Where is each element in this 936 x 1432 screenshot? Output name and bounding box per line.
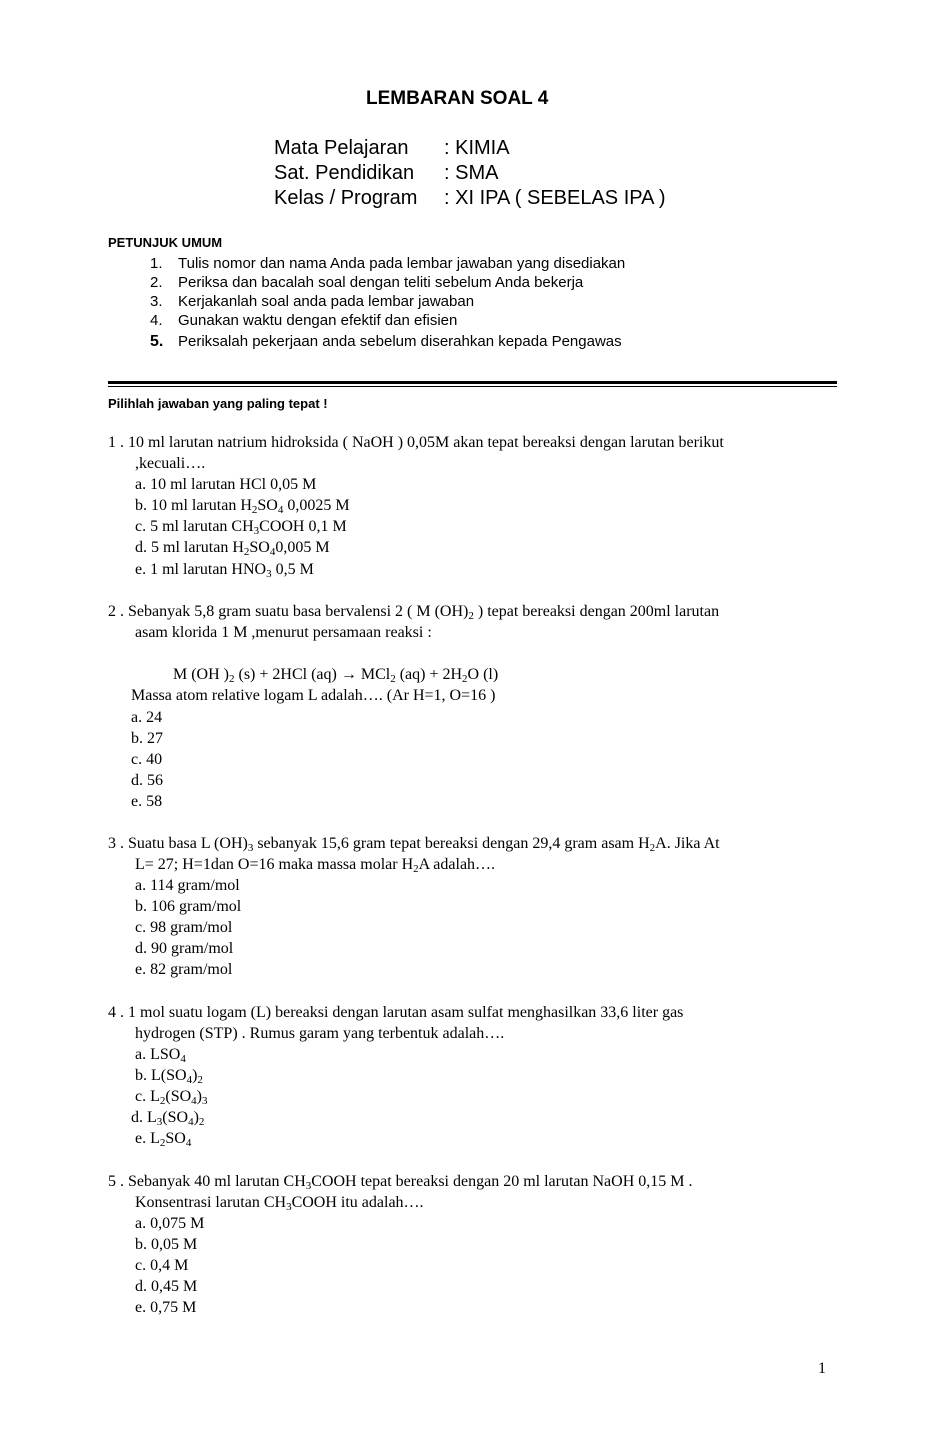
- question-3-text: 3 . Suatu basa L $(OH)_3$ sebanyak 15,6 gram tepat bereaksi dengan 29,4 gram asam $H_2A$. Jika At: [108, 835, 720, 854]
- question-4-option-e: e. $L_2SO_4$: [135, 1130, 192, 1149]
- question-2-option-e: e. 58: [131, 793, 163, 810]
- info-label: Kelas / Program: [274, 187, 418, 209]
- question-4-option-c: c. $L_2(SO_4)_3$: [135, 1088, 208, 1107]
- instruction-item: [150, 312, 457, 329]
- section-instruction: Pilihlah jawaban yang paling tepat !: [108, 396, 328, 411]
- question-3-text-cont: L= 27; H=1dan O=16 maka massa molar $H_2A$ adalah….: [135, 856, 496, 875]
- page-title: LEMBARAN SOAL 4: [366, 88, 549, 109]
- question-5-option-e: e. 0,75 M: [135, 1299, 197, 1316]
- question-2-equation: M (OH )$_2$ (s) + 2HCl (aq) → MCl$_2$ $(aq) + 2H_2O$ (l): [173, 666, 499, 685]
- instruction-item: [150, 274, 583, 291]
- instruction-text: Tulis nomor dan nama Anda pada lembar jawaban yang disediakan: [178, 255, 626, 272]
- question-1-option-c: c. 5 ml larutan $CH_3COOH$ 0,1 M: [135, 518, 347, 537]
- question-1-text-cont: ,kecuali….: [135, 455, 206, 472]
- instruction-text: Kerjakanlah soal anda pada lembar jawaban: [178, 293, 475, 310]
- question-3-option-d: d. 90 gram/mol: [135, 940, 234, 957]
- question-2-option-c: c. 40: [131, 751, 163, 768]
- question-5-text: 5 . Sebanyak 40 ml larutan $CH_3COOH$ tepat bereaksi dengan 20 ml larutan NaOH 0,15 M .: [108, 1173, 693, 1192]
- question-2-option-a: a. 24: [131, 709, 163, 726]
- question-5-option-c: c. 0,4 M: [135, 1257, 189, 1274]
- instruction-text: Periksa dan bacalah soal dengan teliti sebelum Anda bekerja: [178, 274, 584, 291]
- instructions-heading: PETUNJUK UMUM: [108, 235, 223, 250]
- instruction-item: [150, 293, 474, 310]
- question-3-option-b: b. 106 gram/mol: [135, 898, 242, 915]
- instruction-number: 1.: [150, 255, 163, 272]
- instruction-number: 4.: [150, 312, 163, 329]
- question-2-option-d: d. 56: [131, 772, 163, 789]
- info-row-subject: [274, 137, 510, 160]
- instruction-number: 3.: [150, 293, 163, 310]
- question-4-text-cont: hydrogen (STP) . Rumus garam yang terbentuk adalah….: [135, 1025, 505, 1042]
- question-5-option-d: d. 0,45 M: [135, 1278, 198, 1295]
- info-value: : SMA: [444, 162, 499, 184]
- info-value: : KIMIA: [444, 137, 510, 159]
- info-label: Sat. Pendidikan: [274, 162, 415, 184]
- question-1-option-b: b. 10 ml larutan $H_2SO_4$ 0,0025 M: [135, 497, 350, 516]
- divider-thin: [108, 386, 837, 387]
- question-2-option-b: b. 27: [131, 730, 163, 747]
- instruction-text: Gunakan waktu dengan efektif dan efisien: [178, 312, 458, 329]
- question-5-text-cont: Konsentrasi larutan $CH_3COOH$ itu adalah….: [135, 1194, 424, 1213]
- instruction-item: [150, 333, 622, 351]
- question-5-option-b: b. 0,05 M: [135, 1236, 198, 1253]
- info-row-school-level: [274, 162, 498, 185]
- question-4-option-a: a. $LSO_4$: [135, 1046, 186, 1065]
- question-1-option-a: a. 10 ml larutan HCl 0,05 M: [135, 476, 317, 493]
- question-3-option-e: e. 82 gram/mol: [135, 961, 233, 978]
- instruction-number: 5.: [150, 333, 164, 350]
- question-4-option-b: b. $L(SO_4)_2$: [135, 1067, 203, 1086]
- page-number: 1: [818, 1360, 826, 1377]
- question-5-option-a: a. 0,075 M: [135, 1215, 205, 1232]
- info-value: : XI IPA ( SEBELAS IPA ): [444, 187, 666, 209]
- question-2-text: 2 . Sebanyak 5,8 gram suatu basa bervalensi 2 ( M $(OH)_2$ ) tepat bereaksi dengan 200ml larutan: [108, 603, 720, 622]
- info-row-class: [274, 187, 666, 210]
- question-3-option-c: c. 98 gram/mol: [135, 919, 233, 936]
- divider-thick: [108, 381, 837, 384]
- question-1-option-e: e. 1 ml larutan $HNO_3$ 0,5 M: [135, 561, 314, 580]
- instruction-item: [150, 255, 625, 272]
- question-4-option-d: d. $L_3(SO_4)_2$: [131, 1109, 205, 1128]
- instruction-text: Periksalah pekerjaan anda sebelum diserahkan kepada Pengawas: [178, 333, 622, 350]
- question-3-option-a: a. 114 gram/mol: [135, 877, 240, 894]
- question-2-text-cont: asam klorida 1 M ,menurut persamaan reaksi :: [135, 624, 432, 641]
- info-label: Mata Pelajaran: [274, 137, 409, 159]
- question-1-option-d: d. 5 ml larutan $H_2SO_40,005$ M: [135, 539, 330, 558]
- question-4-text: 4 . 1 mol suatu logam (L) bereaksi dengan larutan asam sulfat menghasilkan 33,6 liter gas: [108, 1004, 684, 1021]
- instruction-number: 2.: [150, 274, 163, 291]
- question-2-text-mass: Massa atom relative logam L adalah…. (Ar H=1, O=16 ): [131, 687, 496, 704]
- question-1-text: 1 . 10 ml larutan natrium hidroksida ( NaOH ) 0,05M akan tepat bereaksi dengan larutan berikut: [108, 434, 724, 451]
